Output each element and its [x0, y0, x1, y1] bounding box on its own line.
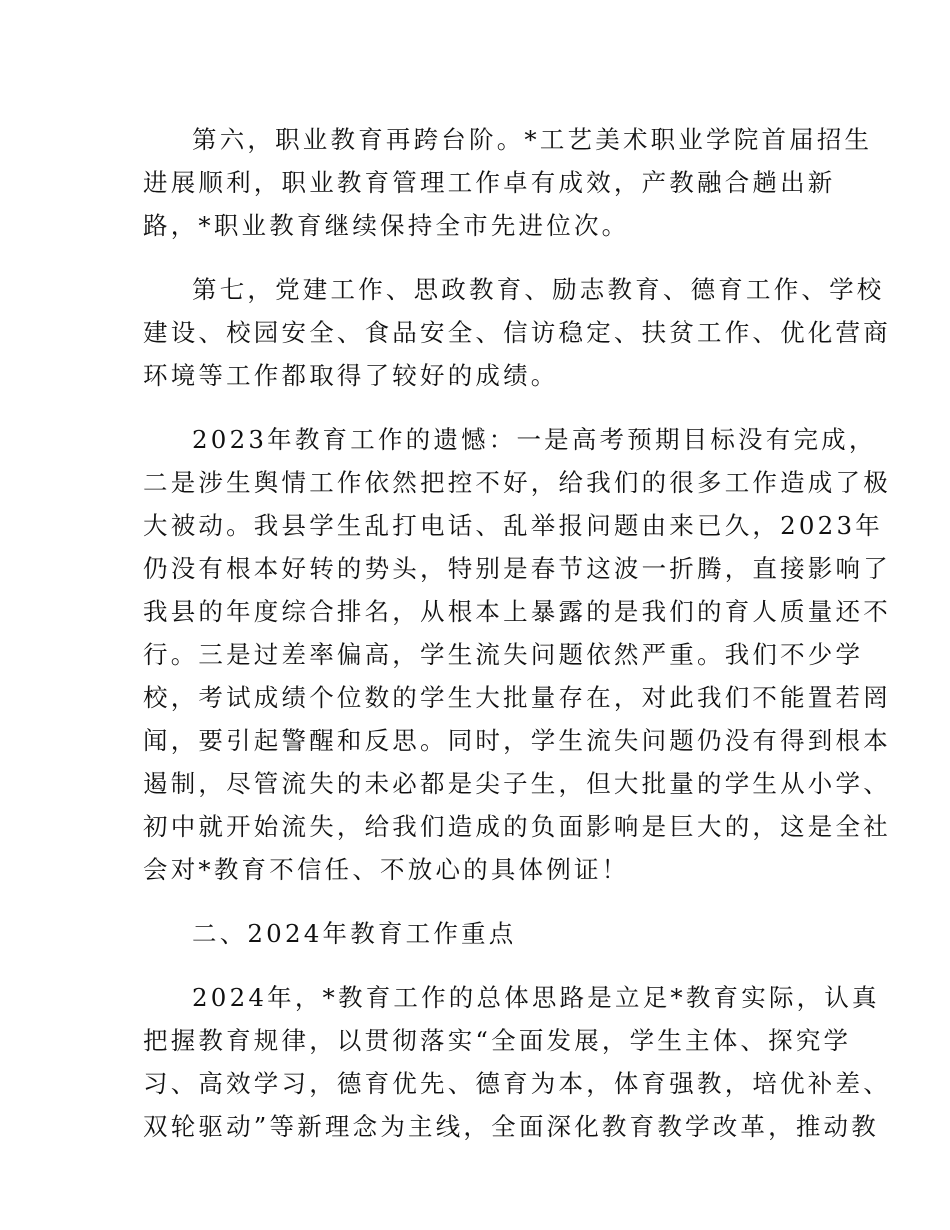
- text-line: 路，*职业教育继续保持全市先进位次。: [143, 211, 630, 240]
- paragraph-regrets-2023: [143, 418, 891, 891]
- text-line: 环境等工作都取得了较好的成绩。: [143, 361, 559, 390]
- section-heading: 二、2024年教育工作重点: [192, 919, 517, 948]
- text-line: 我县的年度综合排名，从根本上暴露的是我们的育人质量还不: [143, 597, 891, 626]
- text-line: 建设、校园安全、食品安全、信访稳定、扶贫工作、优化营商: [143, 318, 891, 347]
- text-line: 2023年教育工作的遗憾：一是高考预期目标没有完成，: [192, 425, 877, 454]
- text-line: 把握教育规律，以贯彻落实“全面发展，学生主体、探究学: [143, 1026, 852, 1055]
- text-line: 遏制，尽管流失的未必都是尖子生，但大批量的学生从小学、: [143, 769, 891, 798]
- text-line: 二是涉生舆情工作依然把控不好，给我们的很多工作造成了极: [143, 468, 891, 497]
- text-line: 双轮驱动”等新理念为主线，全面深化教育教学改革，推动教: [143, 1112, 879, 1141]
- text-line: 第七，党建工作、思政教育、励志教育、德育工作、学校: [192, 275, 885, 304]
- text-line: 习、高效学习，德育优先、德育为本，体育强教，培优补差、: [143, 1069, 891, 1098]
- paragraph-vocational-education: [143, 118, 873, 247]
- text-line: 校，考试成绩个位数的学生大批量存在，对此我们不能置若罔: [143, 683, 891, 712]
- text-line: 进展顺利，职业教育管理工作卓有成效，产教融合趟出新: [143, 168, 836, 197]
- text-line: 大被动。我县学生乱打电话、乱举报问题由来已久，2023年: [143, 511, 883, 540]
- paragraph-party-building: [143, 268, 891, 397]
- text-line: 会对*教育不信任、不放心的具体例证！: [143, 855, 630, 884]
- text-line: 闻，要引起警醒和反思。同时，学生流失问题仍没有得到根本: [143, 726, 891, 755]
- text-line: 第六，职业教育再跨台阶。*工艺美术职业学院首届招生: [192, 125, 873, 154]
- text-line: 行。三是过差率偏高，学生流失问题依然严重。我们不少学: [143, 640, 864, 669]
- section-heading-2024-priorities: [143, 912, 813, 955]
- text-line: 仍没有根本好转的势头，特别是春节这波一折腾，直接影响了: [143, 554, 891, 583]
- text-line: 2024年，*教育工作的总体思路是立足*教育实际，认真: [192, 983, 880, 1012]
- document-body: [143, 118, 891, 1148]
- text-line: 初中就开始流失，给我们造成的负面影响是巨大的，这是全社: [143, 812, 891, 841]
- paragraph-overall-approach-2024: [143, 976, 891, 1148]
